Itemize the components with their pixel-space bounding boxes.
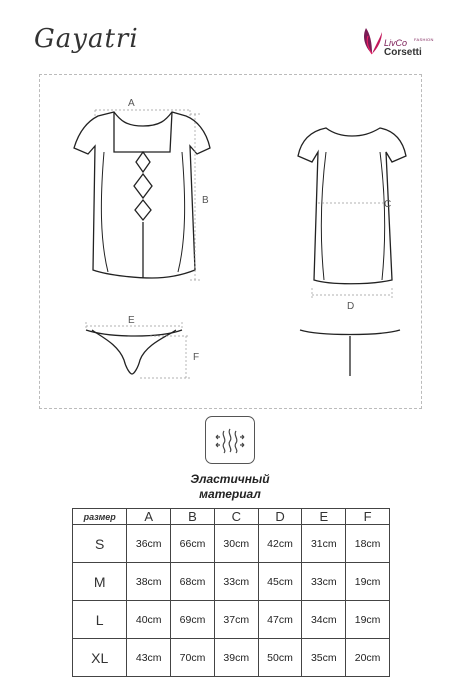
- front-thong-drawing: [86, 330, 182, 374]
- column-header: E: [302, 509, 346, 525]
- dim-label-e: E: [128, 315, 135, 326]
- table-cell: 70cm: [171, 639, 215, 677]
- table-cell: 19cm: [346, 563, 390, 601]
- logo-text-corsetti: Corsetti: [384, 47, 422, 58]
- table-cell: 42cm: [258, 525, 302, 563]
- table-cell: 35cm: [302, 639, 346, 677]
- size-label: M: [73, 563, 127, 601]
- size-chart-corner-label: размер: [73, 509, 127, 525]
- table-cell: 47cm: [258, 601, 302, 639]
- table-row: [73, 563, 390, 601]
- stretch-fabric-icon: [206, 417, 254, 463]
- product-title: Gayatri: [34, 24, 139, 54]
- front-dress-drawing: [74, 112, 210, 278]
- material-label-line2: материал: [199, 487, 261, 501]
- dim-label-c: C: [384, 199, 392, 210]
- column-header: F: [346, 509, 390, 525]
- table-row: [73, 601, 390, 639]
- table-cell: 69cm: [171, 601, 215, 639]
- table-cell: 33cm: [302, 563, 346, 601]
- size-label: S: [73, 525, 127, 563]
- table-row: [73, 525, 390, 563]
- table-cell: 31cm: [302, 525, 346, 563]
- table-cell: 20cm: [346, 639, 390, 677]
- table-cell: 37cm: [214, 601, 258, 639]
- back-thong-drawing: [300, 330, 400, 376]
- logo-text-livco: LivCo: [384, 38, 408, 48]
- table-cell: 34cm: [302, 601, 346, 639]
- table-cell: 33cm: [214, 563, 258, 601]
- logo-text-fashion: FASHION: [414, 37, 434, 42]
- table-cell: 36cm: [127, 525, 171, 563]
- dim-label-a: A: [128, 98, 135, 109]
- size-chart-header-row: [73, 509, 390, 525]
- table-cell: 45cm: [258, 563, 302, 601]
- dim-label-b: B: [202, 195, 209, 206]
- elastic-material-badge: [205, 416, 255, 464]
- column-header: A: [127, 509, 171, 525]
- size-label: XL: [73, 639, 127, 677]
- table-cell: 66cm: [171, 525, 215, 563]
- table-row: [73, 639, 390, 677]
- dim-label-d: D: [347, 301, 355, 312]
- size-label: L: [73, 601, 127, 639]
- column-header: B: [171, 509, 215, 525]
- column-header: C: [214, 509, 258, 525]
- material-label-line1: Эластичный: [190, 472, 270, 486]
- column-header: D: [258, 509, 302, 525]
- table-cell: 40cm: [127, 601, 171, 639]
- table-cell: 50cm: [258, 639, 302, 677]
- size-chart-table: [72, 508, 390, 677]
- table-cell: 18cm: [346, 525, 390, 563]
- table-cell: 19cm: [346, 601, 390, 639]
- table-cell: 68cm: [171, 563, 215, 601]
- table-cell: 43cm: [127, 639, 171, 677]
- dim-label-f: F: [193, 352, 200, 363]
- table-cell: 39cm: [214, 639, 258, 677]
- table-cell: 38cm: [127, 563, 171, 601]
- table-cell: 30cm: [214, 525, 258, 563]
